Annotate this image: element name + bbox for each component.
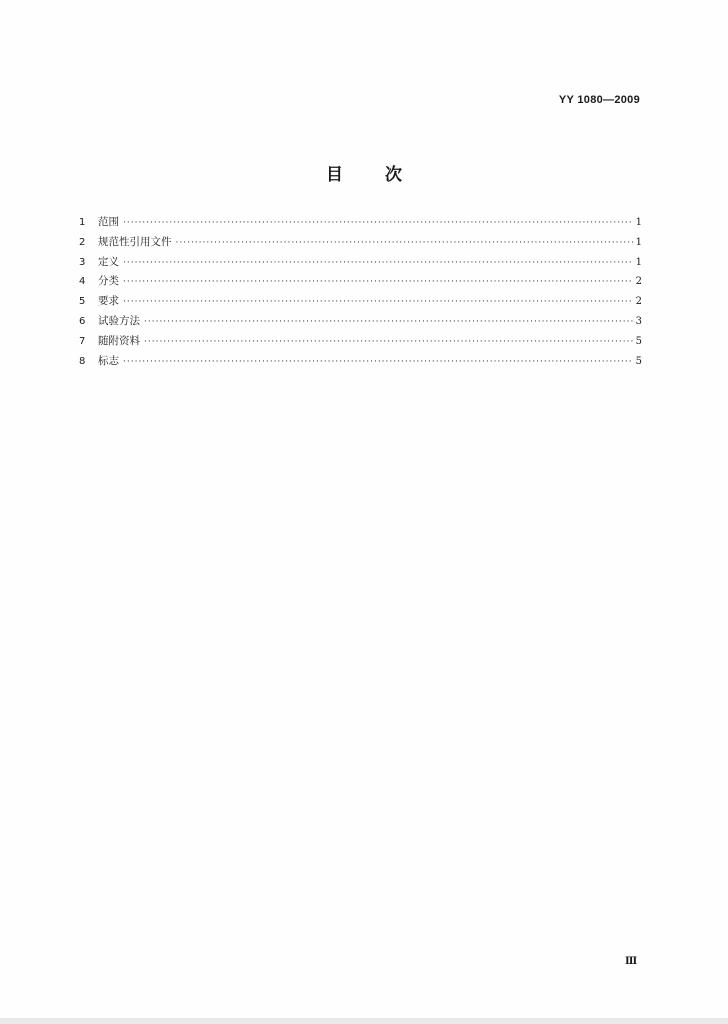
toc-entry-number: 3 [79, 256, 86, 268]
toc-entry-number: 4 [79, 276, 86, 288]
toc-entry-number: 1 [79, 217, 86, 228]
toc-entry[interactable] [79, 313, 642, 333]
toc-entry-label: 规范性引用文件 [98, 235, 172, 248]
toc-entry[interactable] [79, 234, 642, 254]
toc-entry-page: 1 [635, 236, 642, 248]
toc-entry[interactable] [79, 333, 642, 353]
toc-entry[interactable] [79, 273, 642, 293]
toc-entry-label: 分类 [98, 275, 119, 288]
dot-leader [144, 317, 633, 327]
toc-entry-page: 1 [635, 256, 642, 268]
page-number: Ⅲ [625, 956, 638, 967]
toc-entry[interactable] [79, 254, 642, 274]
toc-entry-page: 2 [635, 296, 642, 308]
toc-entry-number: 7 [79, 335, 86, 347]
toc-entry-number: 5 [79, 296, 86, 308]
dot-leader [144, 337, 633, 347]
toc-entry-label: 随附资料 [98, 334, 140, 347]
toc-entry[interactable] [79, 353, 642, 373]
standard-code: YY 1080—2009 [558, 94, 640, 106]
toc-entry-label: 范围 [98, 216, 119, 228]
toc-entry[interactable] [79, 214, 642, 234]
toc-entry[interactable] [79, 293, 642, 313]
toc-entry-page: 5 [635, 355, 642, 367]
toc-entry-page: 1 [635, 217, 642, 228]
table-of-contents [79, 214, 642, 372]
dot-leader [123, 297, 633, 307]
toc-entry-page: 2 [635, 276, 642, 288]
page-bottom-edge [0, 1018, 728, 1024]
toc-entry-label: 试验方法 [98, 314, 140, 327]
toc-title: 目次 [326, 165, 444, 185]
toc-entry-number: 8 [79, 355, 86, 367]
toc-entry-label: 要求 [98, 295, 119, 308]
dot-leader [123, 218, 633, 228]
toc-entry-number: 6 [79, 315, 86, 327]
toc-entry-page: 5 [635, 335, 642, 347]
dot-leader [123, 258, 633, 268]
dot-leader [123, 357, 633, 367]
toc-entry-number: 2 [79, 236, 86, 248]
toc-entry-label: 标志 [98, 354, 119, 367]
toc-entry-page: 3 [635, 315, 642, 327]
dot-leader [176, 238, 633, 248]
toc-entry-label: 定义 [98, 255, 119, 268]
dot-leader [123, 277, 633, 287]
